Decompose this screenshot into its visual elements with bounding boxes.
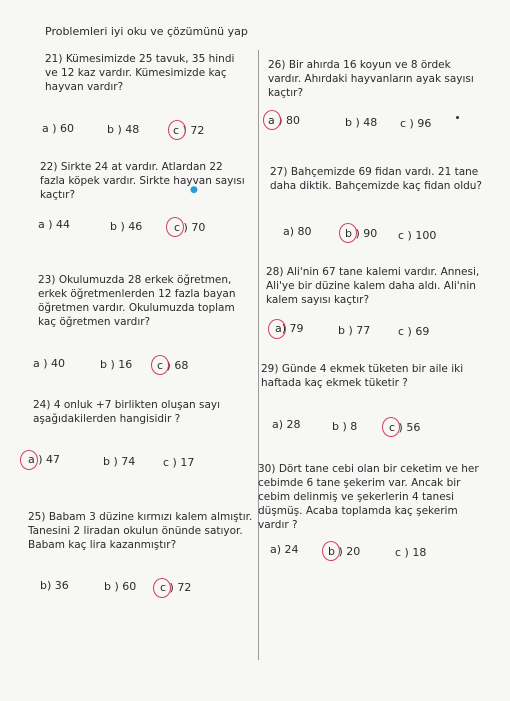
- answer-c[interactable]: c ) 100: [398, 229, 437, 242]
- answer-a[interactable]: a ) 44: [38, 218, 71, 231]
- answer-b[interactable]: b ) 74: [103, 455, 136, 468]
- question-text: Babam 3 düzine kırmızı kalem almıştır. Tanesini 2 liradan okulun önünde satıyor. Babam kaç lira kazanmıştır?: [28, 511, 253, 551]
- question-number: 25): [28, 511, 46, 523]
- question-number: 21): [45, 53, 63, 65]
- answer-b[interactable]: b ) 46: [110, 220, 143, 233]
- answer-circle-mark: [263, 110, 281, 130]
- answer-b[interactable]: b ) 20: [328, 545, 361, 558]
- answer-a[interactable]: a) 24: [270, 543, 299, 556]
- question-text: 4 onluk +7 birlikten oluşan sayı aşağıdakilerden hangisidir ?: [33, 399, 221, 425]
- answer-c[interactable]: c ) 72: [160, 581, 192, 594]
- question-number: 24): [33, 399, 51, 411]
- answer-a[interactable]: a) 79: [275, 322, 304, 335]
- question-number: 27): [270, 166, 288, 178]
- answer-c[interactable]: c ) 70: [174, 221, 206, 234]
- question-number: 23): [38, 274, 56, 286]
- column-divider: [258, 50, 259, 660]
- pen-mark: ●: [190, 185, 198, 195]
- question-text: Bahçemizde 69 fidan vardı. 21 tane daha diktik. Bahçemizde kaç fidan oldu?: [270, 166, 483, 192]
- answer-c[interactable]: c ) 68: [157, 359, 189, 372]
- question-text: Sirkte 24 at vardır. Atlardan 22 fazla köpek vardır. Sirkte hayvan sayısı kaçtır?: [40, 161, 245, 201]
- answer-b[interactable]: b ) 90: [345, 227, 378, 240]
- answer-c[interactable]: c ) 18: [395, 546, 427, 559]
- question-27: [270, 165, 485, 193]
- question-25: [28, 510, 253, 552]
- question-number: 22): [40, 161, 58, 173]
- answer-circle-mark: [339, 223, 357, 243]
- answer-c[interactable]: c ) 17: [163, 456, 195, 469]
- answer-circle-mark: [166, 217, 184, 237]
- answer-a[interactable]: b) 36: [40, 579, 69, 592]
- answer-c[interactable]: c ) 96: [400, 117, 432, 130]
- question-text: Ali'nin 67 tane kalemi vardır. Annesi, Ali'ye bir düzine kalem daha aldı. Ali'nin kalem sayısı kaçtır?: [266, 266, 480, 306]
- answer-a[interactable]: a) 28: [272, 418, 301, 431]
- answer-c[interactable]: c ) 56: [389, 421, 421, 434]
- answer-c[interactable]: c ) 72: [173, 124, 205, 137]
- answer-b[interactable]: b ) 48: [107, 123, 140, 136]
- question-text: Kümesimizde 25 tavuk, 35 hindi ve 12 kaz vardır. Kümesimizde kaç hayvan vardır?: [45, 53, 235, 93]
- question-29: [261, 362, 476, 390]
- question-number: 28): [266, 266, 284, 278]
- answer-circle-mark: [322, 541, 340, 561]
- answer-b[interactable]: b ) 16: [100, 358, 133, 371]
- question-24: [33, 398, 243, 426]
- answer-a[interactable]: a ) 40: [33, 357, 66, 370]
- question-26: [268, 58, 483, 100]
- question-text: Günde 4 ekmek tüketen bir aile iki haftada kaç ekmek tüketir ?: [261, 363, 464, 389]
- answer-b[interactable]: b ) 8: [332, 420, 358, 433]
- answer-a[interactable]: a ) 60: [42, 122, 75, 135]
- question-number: 30): [258, 463, 276, 475]
- answer-circle-mark: [382, 417, 400, 437]
- answer-b[interactable]: b ) 60: [104, 580, 137, 593]
- question-21: [45, 52, 250, 94]
- answer-a[interactable]: a) 80: [283, 225, 312, 238]
- question-text: Dört tane cebi olan bir ceketim ve her cebimde 6 tane şekerim var. Ancak bir cebim delinmiş ve şekerlerin 4 tanesi düşmüş. Acaba toplamda kaç şekerim vardır ?: [258, 463, 479, 531]
- page-title: Problemleri iyi oku ve çözümünü yap: [45, 25, 248, 38]
- answer-c[interactable]: c ) 69: [398, 325, 430, 338]
- answer-a[interactable]: a ) 47: [28, 453, 61, 466]
- question-30: [258, 462, 483, 532]
- answer-circle-mark: [20, 450, 38, 470]
- answer-circle-mark: [151, 355, 169, 375]
- question-number: 29): [261, 363, 279, 375]
- answer-a[interactable]: a ) 80: [268, 114, 301, 127]
- question-23: [38, 273, 253, 329]
- answer-circle-mark: [153, 578, 171, 598]
- question-22: [40, 160, 250, 202]
- question-text: Okulumuzda 28 erkek öğretmen, erkek öğretmenlerden 12 fazla bayan öğretmen vardır. Okulumuzda toplam kaç öğretmen vardır?: [38, 274, 236, 328]
- stray-mark: [456, 116, 459, 119]
- answer-circle-mark: [268, 319, 286, 339]
- question-number: 26): [268, 59, 286, 71]
- answer-b[interactable]: b ) 77: [338, 324, 371, 337]
- answer-circle-mark: [168, 120, 186, 140]
- question-text: Bir ahırda 16 koyun ve 8 ördek vardır. Ahırdaki hayvanların ayak sayısı kaçtır?: [268, 59, 474, 99]
- answer-b[interactable]: b ) 48: [345, 116, 378, 129]
- question-28: [266, 265, 481, 307]
